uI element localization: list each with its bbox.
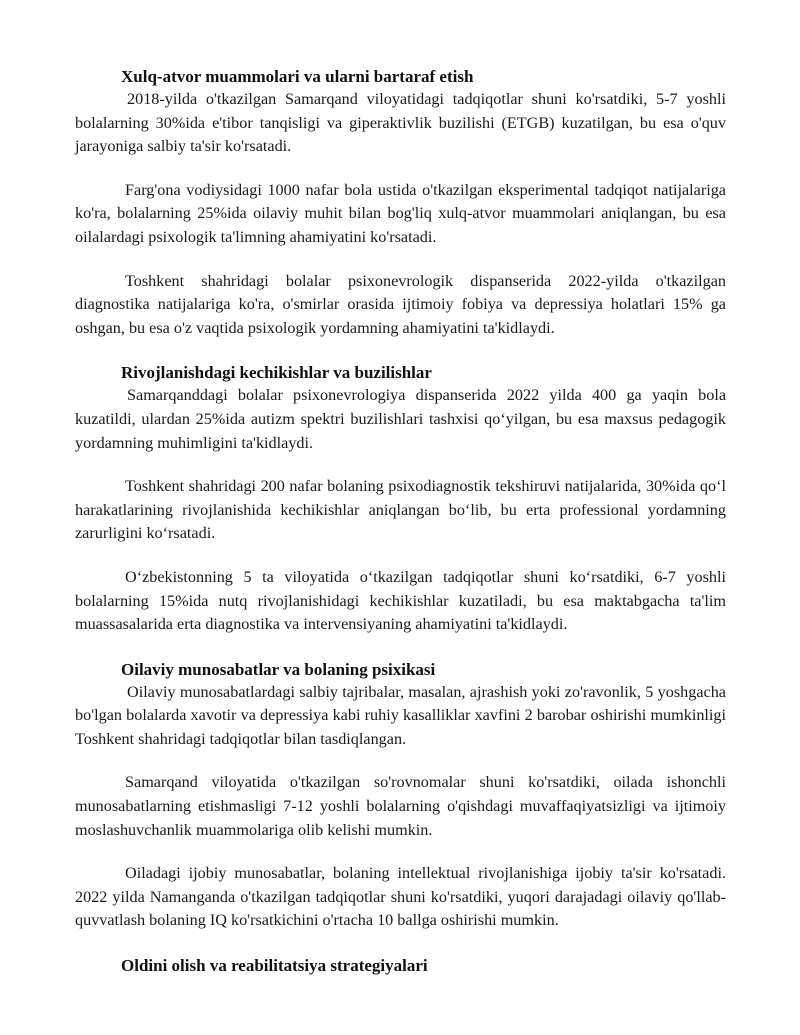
- section-heading: Oilaviy munosabatlar va bolaning psixikasi: [121, 659, 436, 679]
- paragraph: Samarqanddagi bolalar psixonevrologiya dispanserida 2022 yilda 400 ga yaqin bola kuzatildi, ulardan 25%ida autizm spektri buzilishlari tashxisi qo‘yilgan, bu esa maxsus pedagogik yordamning muhimligini ta'kidlaydi.: [75, 386, 726, 452]
- section-heading: Oldini olish va reabilitatsiya strategiyalari: [121, 956, 428, 976]
- paragraph: Toshkent shahridagi 200 nafar bolaning psixodiagnostik tekshiruvi natijalarida, 30%ida qo‘l harakatlarining rivojlanishida kechikishlar aniqlangan bo‘lib, bu erta professional yordamning zarurligini ko‘rsatadi.: [75, 477, 726, 543]
- section-heading: Rivojlanishdagi kechikishlar va buzilishlar: [121, 363, 432, 383]
- paragraph: O‘zbekistonning 5 ta viloyatida o‘tkazilgan tadqiqotlar shuni ko‘rsatdiki, 6-7 yoshli bolalarning 15%ida nutq rivojlanishidagi kechikishlar kuzatiladi, bu esa maktabgacha ta'lim muassasalarida erta diagnostika va intervensiyaning ahamiyatini ta'kidlaydi.: [75, 567, 726, 634]
- section-heading: Xulq-atvor muammolari va ularni bartaraf etish: [121, 67, 474, 86]
- document-page: [75, 66, 726, 977]
- paragraph: 2018-yilda o'tkazilgan Samarqand viloyatidagi tadqiqotlar shuni ko'rsatdiki, 5-7 yoshli bolalarning 30%ida e'tibor tanqisligi va giperaktivlik buzilishi (ETGB) kuzatilgan, bu esa o'quv jarayoniga salbiy ta'sir ko'rsatadi.: [75, 90, 726, 156]
- paragraph: Farg'ona vodiysidagi 1000 nafar bola ustida o'tkazilgan eksperimental tadqiqot natijalariga ko'ra, bolalarning 25%ida oilaviy muhit bilan bog'liq xulq-atvor muammolari aniqlangan, bu esa oilalardagi psixologik ta'limning ahamiyatini ko'rsatadi.: [75, 180, 726, 246]
- paragraph: Samarqand viloyatida o'tkazilgan so'rovnomalar shuni ko'rsatdiki, oilada ishonchli munosabatlarning etishmasligi 7-12 yoshli bolalarning o'qishdagi muvaffaqiyatsizligi va ijtimoiy moslashuvchanlik muammolariga olib kelishi mumkin.: [75, 773, 726, 839]
- paragraph: Oiladagi ijobiy munosabatlar, bolaning intellektual rivojlanishiga ijobiy ta'sir ko'rsatadi. 2022 yilda Namanganda o'tkazilgan tadqiqotlar shuni ko'rsatdiki, yuqori darajadagi oilaviy qo'llab-quvvatlash bolaning IQ ko'rsatkichini o'rtacha 10 ballga oshirishi mumkin.: [75, 864, 726, 930]
- paragraph: Toshkent shahridagi bolalar psixonevrologik dispanserida 2022-yilda o'tkazilgan diagnostika natijalariga ko'ra, o'smirlar orasida ijtimoiy fobiya va depressiya holatlari 15% ga oshgan, bu esa o'z vaqtida psixologik yordamning ahamiyatini ta'kidlaydi.: [75, 271, 726, 337]
- paragraph: Oilaviy munosabatlardagi salbiy tajribalar, masalan, ajrashish yoki zo'ravonlik, 5 yoshgacha bo'lgan bolalarda xavotir va depressiya kabi ruhiy kasalliklar xavfini 2 barobar oshirishi mumkinligi Toshkent shahridagi tadqiqotlar bilan tasdiqlangan.: [75, 682, 726, 748]
